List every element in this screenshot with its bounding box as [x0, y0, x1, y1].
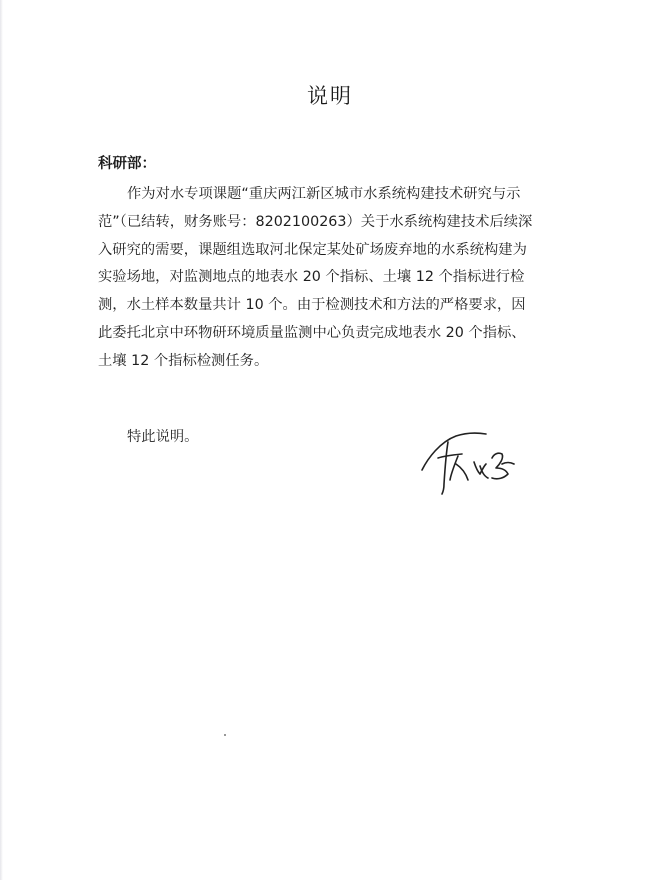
scan-dust-speck	[224, 734, 226, 736]
document-title: 说明	[307, 84, 353, 108]
salutation: 科研部：	[98, 156, 156, 172]
handwritten-signature-icon	[418, 428, 528, 498]
page-edge-shadow	[0, 0, 3, 880]
closing-statement: 特此说明。	[127, 429, 199, 445]
body-paragraph	[98, 181, 568, 376]
body-line: 作为对水专项课题“重庆两江新区城市水系统构建技术研究与示	[127, 186, 521, 202]
body-line: 实验场地，对监测地点的地表水 20 个指标、土壤 12 个指标进行检	[98, 269, 525, 286]
body-line: 土壤 12 个指标检测任务。	[98, 352, 269, 369]
body-line: 入研究的需要，课题组选取河北保定某处矿场废弃地的水系统构建为	[98, 241, 527, 258]
body-line: 测，水土样本数量共计 10 个。由于检测技术和方法的严格要求，因	[98, 297, 526, 314]
body-line: 此委托北京中环物研环境质量监测中心负责完成地表水 20 个指标、	[98, 324, 526, 341]
body-line: 范”（已结转，财务账号：8202100263）关于水系统构建技术后续深	[98, 213, 533, 230]
